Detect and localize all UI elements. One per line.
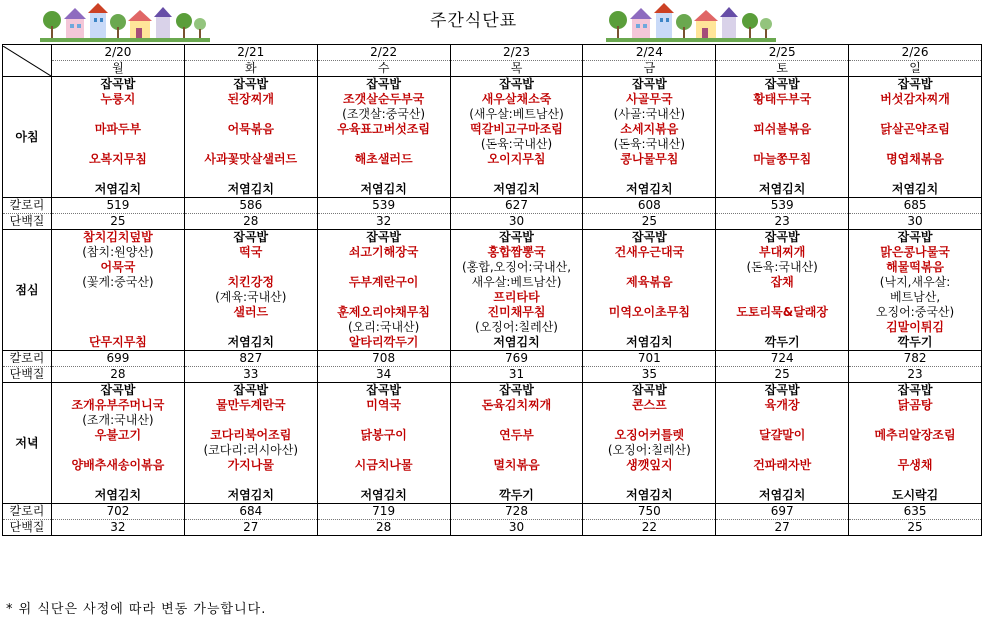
menu-cell: 사골무국 bbox=[583, 92, 716, 107]
menu-cell: 멸치볶음 bbox=[450, 458, 583, 473]
menu-cell bbox=[317, 413, 450, 428]
menu-cell: 김말이튀김 bbox=[849, 320, 982, 335]
protein-row bbox=[3, 214, 982, 230]
menu-cell bbox=[716, 443, 849, 458]
menu-cell bbox=[450, 167, 583, 182]
menu-cell: 누룽지 bbox=[52, 92, 185, 107]
menu-cell: 소세지볶음 bbox=[583, 122, 716, 137]
menu-row bbox=[3, 413, 982, 428]
menu-cell: 저염김치 bbox=[583, 335, 716, 351]
menu-cell: 달걀말이 bbox=[716, 428, 849, 443]
menu-cell bbox=[317, 167, 450, 182]
menu-cell: 물만두계란국 bbox=[184, 398, 317, 413]
menu-cell: 새우살채소죽 bbox=[450, 92, 583, 107]
menu-row bbox=[3, 290, 982, 305]
day-date: 2/21 bbox=[184, 45, 317, 61]
menu-cell: 저염김치 bbox=[52, 488, 185, 504]
diagonal-line bbox=[3, 46, 51, 76]
calorie-value: 685 bbox=[849, 198, 982, 214]
menu-cell bbox=[52, 167, 185, 182]
calorie-row bbox=[3, 504, 982, 520]
protein-value: 25 bbox=[849, 520, 982, 536]
menu-cell: 맑은콩나물국 bbox=[849, 245, 982, 260]
menu-cell: 해초샐러드 bbox=[317, 152, 450, 167]
protein-value: 30 bbox=[450, 520, 583, 536]
menu-cell bbox=[184, 260, 317, 275]
weekly-menu-table bbox=[2, 44, 982, 536]
menu-cell bbox=[450, 413, 583, 428]
menu-cell bbox=[849, 443, 982, 458]
menu-cell bbox=[317, 137, 450, 152]
menu-cell bbox=[52, 290, 185, 305]
menu-cell: (꽃게:중국산) bbox=[52, 275, 185, 290]
menu-row bbox=[3, 167, 982, 182]
menu-cell: 마파두부 bbox=[52, 122, 185, 137]
menu-cell: 콘스프 bbox=[583, 398, 716, 413]
protein-value: 27 bbox=[184, 520, 317, 536]
meal-label: 아침 bbox=[3, 77, 52, 198]
calorie-value: 635 bbox=[849, 504, 982, 520]
menu-row bbox=[3, 383, 982, 399]
menu-cell bbox=[52, 107, 185, 122]
menu-cell: 진미채무침 bbox=[450, 305, 583, 320]
calorie-value: 702 bbox=[52, 504, 185, 520]
menu-cell: 저염김치 bbox=[450, 182, 583, 198]
menu-cell bbox=[716, 320, 849, 335]
menu-cell: 저염김치 bbox=[317, 488, 450, 504]
menu-cell: (조갯살:중국산) bbox=[317, 107, 450, 122]
menu-cell bbox=[317, 443, 450, 458]
day-weekday: 목 bbox=[450, 61, 583, 77]
weekday-row bbox=[3, 61, 982, 77]
protein-row bbox=[3, 367, 982, 383]
menu-cell: 저염김치 bbox=[52, 182, 185, 198]
menu-cell: 오징어커틀렛 bbox=[583, 428, 716, 443]
menu-cell: 샐러드 bbox=[184, 305, 317, 320]
menu-cell: 무생채 bbox=[849, 458, 982, 473]
menu-cell: (사골:국내산) bbox=[583, 107, 716, 122]
menu-cell: 닭봉구이 bbox=[317, 428, 450, 443]
menu-cell: 잡곡밥 bbox=[849, 230, 982, 246]
menu-cell: 잡곡밥 bbox=[716, 77, 849, 93]
menu-cell bbox=[849, 107, 982, 122]
calorie-value: 586 bbox=[184, 198, 317, 214]
menu-cell: 참치김치덮밥 bbox=[52, 230, 185, 246]
menu-cell: 황태두부국 bbox=[716, 92, 849, 107]
menu-cell: 제육볶음 bbox=[583, 275, 716, 290]
menu-cell: 잡곡밥 bbox=[317, 77, 450, 93]
menu-cell: 잡곡밥 bbox=[184, 383, 317, 399]
calorie-label: 칼로리 bbox=[3, 504, 52, 520]
menu-cell: 홍합짬뽕국 bbox=[450, 245, 583, 260]
menu-cell bbox=[52, 473, 185, 488]
menu-cell: 알타리깍두기 bbox=[317, 335, 450, 351]
calorie-value: 519 bbox=[52, 198, 185, 214]
menu-cell: 잡곡밥 bbox=[450, 230, 583, 246]
protein-label: 단백질 bbox=[3, 367, 52, 383]
calorie-value: 728 bbox=[450, 504, 583, 520]
menu-row bbox=[3, 230, 982, 246]
menu-cell bbox=[52, 320, 185, 335]
day-weekday: 화 bbox=[184, 61, 317, 77]
calorie-row bbox=[3, 198, 982, 214]
menu-cell bbox=[849, 413, 982, 428]
menu-row bbox=[3, 428, 982, 443]
menu-cell: 저염김치 bbox=[184, 182, 317, 198]
menu-cell: 건새우근대국 bbox=[583, 245, 716, 260]
village-illustration-left bbox=[40, 2, 210, 42]
menu-cell: 잡채 bbox=[716, 275, 849, 290]
menu-cell bbox=[849, 167, 982, 182]
calorie-label: 칼로리 bbox=[3, 198, 52, 214]
menu-cell bbox=[583, 320, 716, 335]
menu-cell: 단무지무침 bbox=[52, 335, 185, 351]
menu-cell bbox=[450, 443, 583, 458]
menu-cell: 피쉬볼볶음 bbox=[716, 122, 849, 137]
menu-cell: 두부계란구이 bbox=[317, 275, 450, 290]
protein-value: 34 bbox=[317, 367, 450, 383]
corner-cell bbox=[3, 45, 52, 77]
menu-cell bbox=[716, 290, 849, 305]
meal-label: 저녁 bbox=[3, 383, 52, 504]
menu-cell: 잡곡밥 bbox=[317, 383, 450, 399]
protein-row bbox=[3, 520, 982, 536]
menu-row bbox=[3, 458, 982, 473]
menu-cell: (낙지,새우살: bbox=[849, 275, 982, 290]
menu-cell bbox=[716, 473, 849, 488]
menu-cell bbox=[184, 167, 317, 182]
footer-note: * 위 식단은 사정에 따라 변동 가능합니다. bbox=[6, 602, 267, 617]
menu-cell: 잡곡밥 bbox=[450, 77, 583, 93]
day-date: 2/23 bbox=[450, 45, 583, 61]
day-weekday: 토 bbox=[716, 61, 849, 77]
protein-value: 28 bbox=[52, 367, 185, 383]
menu-row bbox=[3, 305, 982, 320]
menu-cell: 잡곡밥 bbox=[450, 383, 583, 399]
protein-label: 단백질 bbox=[3, 214, 52, 230]
protein-value: 31 bbox=[450, 367, 583, 383]
menu-cell: 저염김치 bbox=[317, 182, 450, 198]
menu-cell: 저염김치 bbox=[184, 335, 317, 351]
menu-cell: 치킨강정 bbox=[184, 275, 317, 290]
menu-cell: 잡곡밥 bbox=[184, 230, 317, 246]
day-date: 2/24 bbox=[583, 45, 716, 61]
day-date: 2/20 bbox=[52, 45, 185, 61]
menu-cell: 잡곡밥 bbox=[52, 383, 185, 399]
menu-cell: 버섯감자찌개 bbox=[849, 92, 982, 107]
menu-cell: 부대찌개 bbox=[716, 245, 849, 260]
menu-row bbox=[3, 137, 982, 152]
calorie-value: 539 bbox=[716, 198, 849, 214]
menu-cell: 마늘쫑무침 bbox=[716, 152, 849, 167]
menu-row bbox=[3, 335, 982, 351]
menu-cell: 닭살곤약조림 bbox=[849, 122, 982, 137]
menu-cell: 잡곡밥 bbox=[583, 230, 716, 246]
menu-cell: 프리타타 bbox=[450, 290, 583, 305]
protein-value: 35 bbox=[583, 367, 716, 383]
menu-cell: 미역국 bbox=[317, 398, 450, 413]
menu-row bbox=[3, 443, 982, 458]
menu-cell bbox=[52, 443, 185, 458]
menu-cell: 시금치나물 bbox=[317, 458, 450, 473]
menu-row bbox=[3, 488, 982, 504]
page-title: 주간식단표 bbox=[430, 11, 518, 31]
menu-cell: 훈제오리야채무침 bbox=[317, 305, 450, 320]
protein-value: 23 bbox=[716, 214, 849, 230]
menu-cell: (돈육:국내산) bbox=[450, 137, 583, 152]
menu-cell: (오징어:칠레산) bbox=[450, 320, 583, 335]
menu-cell: 새우살:베트남산) bbox=[450, 275, 583, 290]
day-date: 2/26 bbox=[849, 45, 982, 61]
protein-value: 30 bbox=[450, 214, 583, 230]
menu-cell: 깍두기 bbox=[450, 488, 583, 504]
menu-cell bbox=[716, 137, 849, 152]
calorie-value: 724 bbox=[716, 351, 849, 367]
calorie-value: 750 bbox=[583, 504, 716, 520]
menu-cell: 저염김치 bbox=[716, 182, 849, 198]
menu-row bbox=[3, 473, 982, 488]
protein-value: 27 bbox=[716, 520, 849, 536]
menu-cell: (새우살:베트남산) bbox=[450, 107, 583, 122]
menu-cell bbox=[716, 413, 849, 428]
menu-cell: 잡곡밥 bbox=[849, 77, 982, 93]
menu-row bbox=[3, 107, 982, 122]
menu-cell: 도시락김 bbox=[849, 488, 982, 504]
menu-cell: 잡곡밥 bbox=[716, 230, 849, 246]
menu-cell: 오이지무침 bbox=[450, 152, 583, 167]
calorie-label: 칼로리 bbox=[3, 351, 52, 367]
menu-cell: 조개유부주머니국 bbox=[52, 398, 185, 413]
menu-cell: 건파래자반 bbox=[716, 458, 849, 473]
menu-row bbox=[3, 320, 982, 335]
calorie-value: 627 bbox=[450, 198, 583, 214]
menu-cell: 사과꽃맛살샐러드 bbox=[184, 152, 317, 167]
day-weekday: 금 bbox=[583, 61, 716, 77]
menu-cell: 저염김치 bbox=[849, 182, 982, 198]
menu-cell bbox=[52, 137, 185, 152]
menu-cell: 오복지무침 bbox=[52, 152, 185, 167]
calorie-value: 699 bbox=[52, 351, 185, 367]
menu-row bbox=[3, 260, 982, 275]
menu-cell: 잡곡밥 bbox=[317, 230, 450, 246]
menu-cell: 도토리묵&달래장 bbox=[716, 305, 849, 320]
menu-cell: 우불고기 bbox=[52, 428, 185, 443]
protein-value: 25 bbox=[716, 367, 849, 383]
protein-value: 30 bbox=[849, 214, 982, 230]
menu-row bbox=[3, 275, 982, 290]
header-banner bbox=[0, 0, 982, 44]
menu-cell: 조갯살순두부국 bbox=[317, 92, 450, 107]
protein-value: 28 bbox=[317, 520, 450, 536]
menu-cell: 생깻잎지 bbox=[583, 458, 716, 473]
menu-cell: 저염김치 bbox=[583, 488, 716, 504]
menu-cell: 된장찌개 bbox=[184, 92, 317, 107]
menu-cell: 저염김치 bbox=[184, 488, 317, 504]
menu-cell: (계육:국내산) bbox=[184, 290, 317, 305]
menu-row bbox=[3, 77, 982, 93]
menu-cell bbox=[583, 167, 716, 182]
date-row bbox=[3, 45, 982, 61]
menu-cell bbox=[317, 473, 450, 488]
village-illustration-right bbox=[606, 2, 776, 42]
menu-row bbox=[3, 152, 982, 167]
menu-cell: (참치:원양산) bbox=[52, 245, 185, 260]
day-weekday: 일 bbox=[849, 61, 982, 77]
calorie-row bbox=[3, 351, 982, 367]
menu-cell: 저염김치 bbox=[583, 182, 716, 198]
menu-cell: (돈육:국내산) bbox=[583, 137, 716, 152]
protein-value: 22 bbox=[583, 520, 716, 536]
menu-row bbox=[3, 122, 982, 137]
calorie-value: 827 bbox=[184, 351, 317, 367]
menu-cell bbox=[849, 137, 982, 152]
day-weekday: 수 bbox=[317, 61, 450, 77]
menu-cell bbox=[716, 107, 849, 122]
menu-row bbox=[3, 182, 982, 198]
protein-value: 28 bbox=[184, 214, 317, 230]
menu-row bbox=[3, 398, 982, 413]
menu-cell: 양배추새송이볶음 bbox=[52, 458, 185, 473]
menu-cell: 베트남산, bbox=[849, 290, 982, 305]
protein-value: 32 bbox=[52, 520, 185, 536]
menu-cell bbox=[583, 290, 716, 305]
menu-cell: (오징어:칠레산) bbox=[583, 443, 716, 458]
menu-cell bbox=[184, 473, 317, 488]
menu-cell: 콩나물무침 bbox=[583, 152, 716, 167]
day-weekday: 월 bbox=[52, 61, 185, 77]
menu-cell bbox=[583, 413, 716, 428]
menu-cell: 코다리북어조림 bbox=[184, 428, 317, 443]
protein-value: 25 bbox=[52, 214, 185, 230]
protein-value: 25 bbox=[583, 214, 716, 230]
calorie-value: 769 bbox=[450, 351, 583, 367]
calorie-value: 782 bbox=[849, 351, 982, 367]
day-date: 2/22 bbox=[317, 45, 450, 61]
menu-cell bbox=[849, 473, 982, 488]
calorie-value: 684 bbox=[184, 504, 317, 520]
protein-value: 32 bbox=[317, 214, 450, 230]
menu-cell: 쇠고기해장국 bbox=[317, 245, 450, 260]
menu-cell bbox=[52, 305, 185, 320]
menu-cell: 깍두기 bbox=[716, 335, 849, 351]
menu-cell bbox=[184, 413, 317, 428]
menu-cell: 잡곡밥 bbox=[583, 383, 716, 399]
protein-value: 33 bbox=[184, 367, 317, 383]
menu-cell bbox=[450, 473, 583, 488]
calorie-value: 708 bbox=[317, 351, 450, 367]
menu-cell: 미역오이초무침 bbox=[583, 305, 716, 320]
menu-cell: 저염김치 bbox=[716, 488, 849, 504]
protein-value: 23 bbox=[849, 367, 982, 383]
menu-cell: (코다리:러시아산) bbox=[184, 443, 317, 458]
menu-cell: 떡국 bbox=[184, 245, 317, 260]
calorie-value: 701 bbox=[583, 351, 716, 367]
calorie-value: 719 bbox=[317, 504, 450, 520]
menu-cell bbox=[317, 260, 450, 275]
menu-cell bbox=[184, 320, 317, 335]
menu-cell: 잡곡밥 bbox=[52, 77, 185, 93]
menu-cell: 깍두기 bbox=[849, 335, 982, 351]
menu-cell: 잡곡밥 bbox=[184, 77, 317, 93]
menu-cell: 어묵국 bbox=[52, 260, 185, 275]
menu-cell: (홍합,오징어:국내산, bbox=[450, 260, 583, 275]
menu-cell bbox=[583, 260, 716, 275]
calorie-value: 608 bbox=[583, 198, 716, 214]
menu-cell bbox=[184, 107, 317, 122]
menu-cell: 메추리알장조림 bbox=[849, 428, 982, 443]
menu-row bbox=[3, 245, 982, 260]
menu-cell: 잡곡밥 bbox=[849, 383, 982, 399]
menu-cell: 우육표고버섯조림 bbox=[317, 122, 450, 137]
menu-cell bbox=[583, 473, 716, 488]
protein-label: 단백질 bbox=[3, 520, 52, 536]
menu-cell: 잡곡밥 bbox=[583, 77, 716, 93]
menu-cell: 오징어:중국산) bbox=[849, 305, 982, 320]
calorie-value: 697 bbox=[716, 504, 849, 520]
menu-cell: 잡곡밥 bbox=[716, 383, 849, 399]
day-date: 2/25 bbox=[716, 45, 849, 61]
menu-cell: 어묵볶음 bbox=[184, 122, 317, 137]
calorie-value: 539 bbox=[317, 198, 450, 214]
menu-cell: (조개:국내산) bbox=[52, 413, 185, 428]
menu-cell: 명엽채볶음 bbox=[849, 152, 982, 167]
menu-cell bbox=[184, 137, 317, 152]
menu-cell: 저염김치 bbox=[450, 335, 583, 351]
menu-cell: 육개장 bbox=[716, 398, 849, 413]
menu-cell: 닭곰탕 bbox=[849, 398, 982, 413]
menu-cell: 해물떡볶음 bbox=[849, 260, 982, 275]
meal-label: 점심 bbox=[3, 230, 52, 351]
menu-cell: 떡갈비고구마조림 bbox=[450, 122, 583, 137]
menu-cell: 연두부 bbox=[450, 428, 583, 443]
menu-cell bbox=[716, 167, 849, 182]
menu-row bbox=[3, 92, 982, 107]
menu-cell bbox=[317, 290, 450, 305]
menu-cell: (오리:국내산) bbox=[317, 320, 450, 335]
menu-cell: 돈육김치찌개 bbox=[450, 398, 583, 413]
menu-cell: (돈육:국내산) bbox=[716, 260, 849, 275]
menu-cell: 가지나물 bbox=[184, 458, 317, 473]
